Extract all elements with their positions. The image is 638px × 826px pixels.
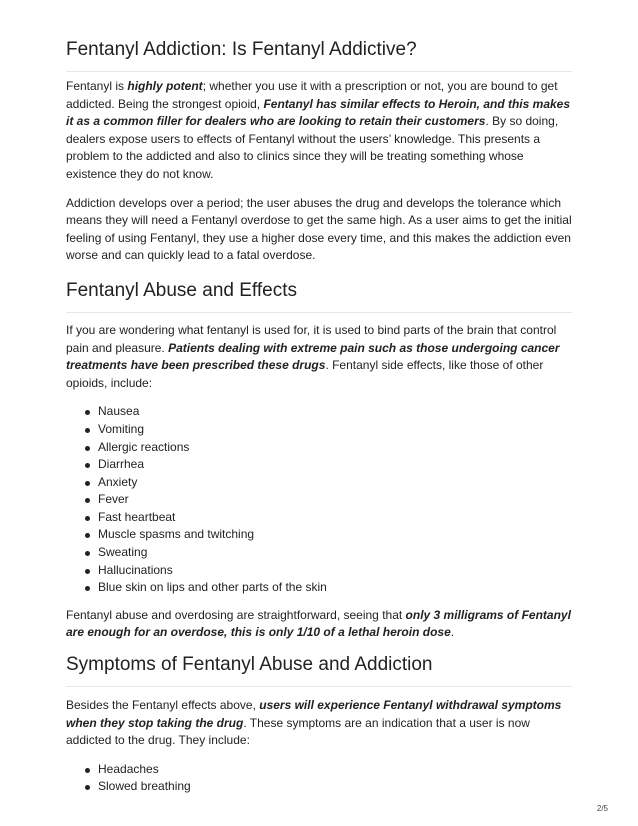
section-heading-abuse-effects: Fentanyl Abuse and Effects bbox=[66, 279, 572, 313]
list-item: Anxiety bbox=[98, 474, 572, 492]
paragraph-symptoms-intro bbox=[66, 697, 572, 750]
emphasis-text: users will experience Fentanyl withdrawal symptoms when they stop taking the drug bbox=[66, 698, 562, 730]
text-run: If you are wondering what fentanyl is used for, it is used to bind parts of the brain that control pain and pleasure. bbox=[66, 322, 557, 355]
document-page bbox=[66, 38, 572, 806]
list-item: Fever bbox=[98, 491, 572, 509]
list-item: Allergic reactions bbox=[98, 439, 572, 457]
list-item: Vomiting bbox=[98, 421, 572, 439]
paragraph-addiction-tolerance: Addiction develops over a period; the user abuses the drug and develops the tolerance which means they will need a Fentanyl overdose to get the same high. As a user aims to get the initial feeling of using Fentanyl, they use a higher dose every time, and this makes the addiction even worse and can quickly lead to a fatal overdose. bbox=[66, 195, 572, 263]
list-item: Diarrhea bbox=[98, 456, 572, 474]
withdrawal-symptoms-list bbox=[66, 761, 572, 796]
emphasis-text: highly potent bbox=[127, 79, 203, 93]
text-run: ; whether you use it with a prescription or not, you are bound to get addicted. Being the strongest opioid, bbox=[66, 79, 558, 111]
emphasis-text: Patients dealing with extreme pain such as those undergoing cancer treatments have been prescribed these drugs bbox=[66, 340, 560, 373]
text-run: Fentanyl is bbox=[66, 79, 128, 93]
paragraph-addiction-intro bbox=[66, 78, 572, 184]
page-number: 2/5 bbox=[596, 804, 608, 813]
paragraph-abuse-intro bbox=[66, 322, 572, 392]
list-item: Headaches bbox=[98, 761, 572, 779]
text-run: . bbox=[450, 625, 455, 640]
list-item: Slowed breathing bbox=[98, 778, 572, 796]
list-item: Nausea bbox=[98, 403, 572, 421]
text-run: . Fentanyl side effects, like those of other opioids, include: bbox=[66, 358, 544, 390]
text-run: Besides the Fentanyl effects above, bbox=[66, 698, 260, 713]
list-item: Hallucinations bbox=[98, 562, 572, 580]
list-item: Fast heartbeat bbox=[98, 509, 572, 527]
list-item: Muscle spasms and twitching bbox=[98, 526, 572, 544]
section-heading-addiction: Fentanyl Addiction: Is Fentanyl Addictive? bbox=[66, 38, 572, 72]
side-effects-list bbox=[66, 403, 572, 597]
list-item: Blue skin on lips and other parts of the skin bbox=[98, 579, 572, 597]
text-run: . By so doing, dealers expose users to effects of Fentanyl without the users’ knowledge. This presents a problem to the addicted and also to clinics since they will be treating something whose existence they do not know. bbox=[66, 114, 559, 181]
list-item: Sweating bbox=[98, 544, 572, 562]
emphasis-text: Fentanyl has similar effects to Heroin, and this makes it as a common filler for dealers who are looking to retain their customers bbox=[66, 96, 571, 129]
text-run: Fentanyl abuse and overdosing are straightforward, seeing that bbox=[66, 607, 406, 622]
emphasis-text: only 3 milligrams of Fentanyl are enough for an overdose, this is only 1/10 of a lethal heroin dose bbox=[66, 607, 571, 640]
section-heading-symptoms: Symptoms of Fentanyl Abuse and Addiction bbox=[66, 653, 572, 687]
paragraph-overdose bbox=[66, 607, 572, 642]
text-run: . These symptoms are an indication that a user is now addicted to the drug. They include: bbox=[66, 715, 530, 748]
